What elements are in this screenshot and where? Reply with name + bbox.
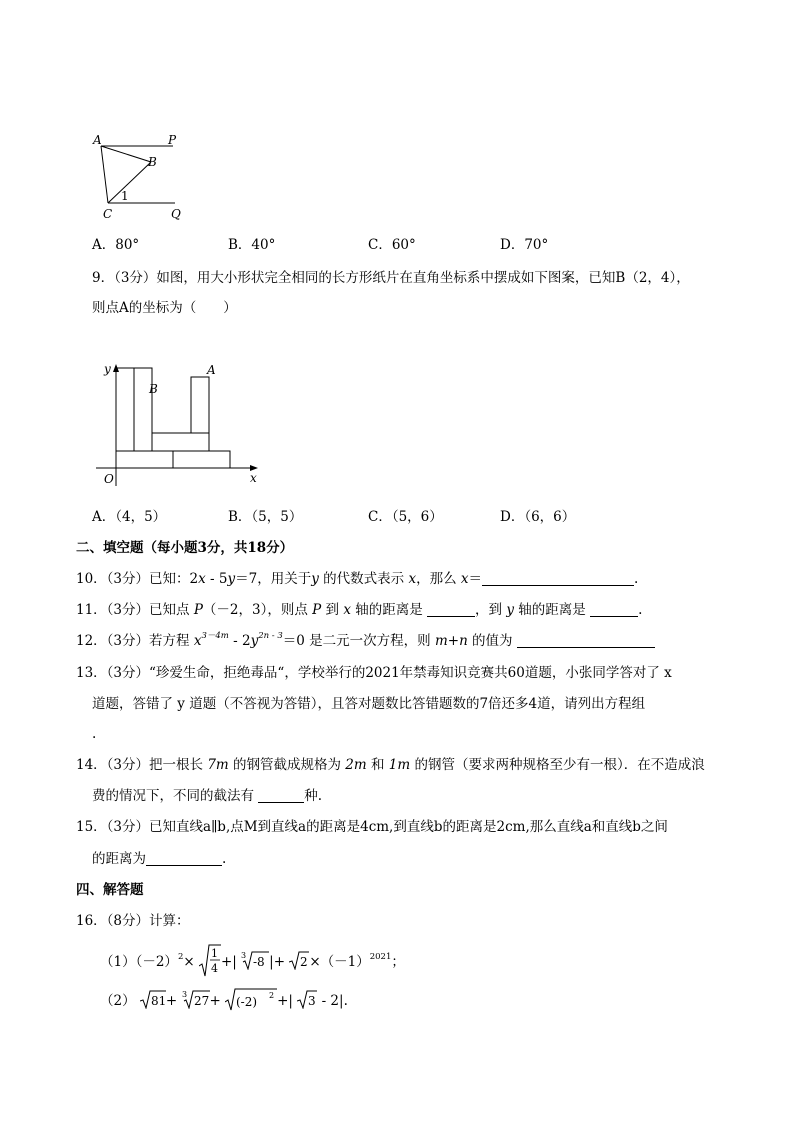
q11-text-b: 到 (321, 602, 344, 618)
q15-line2 (92, 850, 226, 868)
q16-p1-exponent-2021: 2021 (369, 952, 392, 962)
q11-end: . (638, 602, 643, 618)
q12-text-b: ＝0 是二元一次方程，则 (282, 633, 435, 649)
q8-option-d[interactable]: D．70° (500, 237, 549, 253)
label-y: y (104, 362, 111, 376)
q12-exponent-1: 3－4m (201, 631, 229, 641)
q11-answer-blank-1[interactable] (427, 603, 475, 617)
label-c: C (103, 207, 113, 221)
q11-axis-x: x (343, 602, 351, 618)
sqrt-arg: 2 (300, 955, 308, 969)
q10-var-x: x (198, 571, 206, 587)
line-ac (101, 146, 108, 203)
q16-p1-sqrt2 (289, 950, 309, 970)
q12-exponent-2: 2n - 3 (258, 631, 283, 641)
q16-p2-sqrt3 (297, 989, 317, 1009)
q16-p2-minus2: - 2|. (317, 993, 348, 1009)
q12-var-x: x (193, 633, 202, 649)
q12-prefix: 12．（3分）若方程 (76, 633, 194, 649)
q11-point-p2: P (312, 602, 322, 618)
q16-p1-label: （1）（－2） (100, 954, 178, 970)
fraction-numerator: 1 (210, 947, 218, 960)
rect-middle (152, 433, 209, 451)
cube-root-arg: -8 (253, 955, 265, 969)
q16-p2-plus1: + (165, 993, 178, 1009)
q14-line2-text: 费的情况下，不同的截法有 (92, 788, 259, 804)
rect-bottom-1 (116, 451, 173, 468)
section4-title: 四、解答题 (76, 882, 144, 898)
q14-length-2m: 2m (345, 757, 367, 773)
rect-vertical-1 (116, 368, 134, 451)
q10-eq2: - 5 (205, 571, 228, 587)
q10-var-y2: y (311, 571, 319, 587)
q8-option-c[interactable]: C．60° (368, 237, 416, 253)
label-x: x (250, 471, 257, 485)
label-o: O (104, 472, 114, 486)
q16-p1-exponent-2: 2 (177, 952, 184, 962)
q10-text-d: ＝ (468, 571, 482, 587)
q16-p2-sqrt-square (225, 987, 277, 1011)
q11-axis-y: y (506, 602, 514, 618)
q15-line1: 15．（3分）已知直线a∥b,点M到直线a的距离是4cm,到直线b的距离是2cm,那么直线a和直线b之间 (76, 819, 668, 835)
q13-line3: . (92, 726, 97, 742)
q10-end: . (634, 571, 639, 587)
q12-minus: - 2 (228, 633, 251, 649)
q16-p2-cube-root (182, 989, 210, 1009)
q14-length-1m: 1m (388, 757, 411, 773)
q9-option-d[interactable]: D．（6，6） (500, 509, 576, 525)
q14-text-b: 的钢管截成规格为 (228, 757, 346, 773)
q12-answer-blank[interactable] (517, 634, 655, 648)
q10-answer-blank[interactable] (482, 572, 634, 586)
q9-option-b[interactable]: B．（5，5） (228, 509, 303, 525)
label-angle1: 1 (121, 189, 129, 203)
q9-option-c[interactable]: C．（5，6） (368, 509, 443, 525)
sqrt-arg: 81 (150, 994, 166, 1008)
q16-p1-times: × (183, 954, 195, 970)
q10-text-b: 的代数式表示 (318, 571, 409, 587)
q11-coords: （－2，3），则点 (202, 602, 313, 618)
rect-vertical-2 (134, 368, 152, 451)
cube-root-index: 3 (241, 951, 247, 960)
q11-point-p: P (193, 602, 203, 618)
fraction-denominator: 4 (210, 962, 218, 975)
q10-eq3: ＝7，用关于 (235, 571, 312, 587)
q8-figure (88, 128, 198, 224)
line-ab (101, 146, 151, 162)
q16-p2-plus-abs: +| (277, 993, 293, 1009)
sqrt-arg-exponent: 2 (269, 991, 275, 1000)
q10-var-y: y (227, 571, 236, 587)
q9-option-a[interactable]: A．（4，5） (92, 509, 167, 525)
cube-root-index: 3 (181, 990, 187, 999)
q16-p1-abs-plus: |+ (269, 954, 286, 970)
q11-text-e: 轴的距离是 (513, 602, 591, 618)
q16-p2-label: （2） (100, 993, 136, 1009)
q9-text-line1: 9．（3分）如图，用大小形状完全相同的长方形纸片在直角坐标系中摆成如下图案，已知B（2，4）， (92, 270, 690, 286)
q12-var-y: y (250, 633, 259, 649)
q16-p1-tail: ×（－1） (309, 954, 370, 970)
q13-line1: 13．（3分）“珍爱生命，拒绝毒品“，学校举行的2021年禁毒知识竞赛共60道题，小张同学答对了 x (76, 665, 672, 681)
q16-p1-sqrt-fraction (199, 944, 221, 978)
label-a: A (93, 133, 102, 147)
q11-prefix: 11．（3分）已知点 (76, 602, 194, 618)
q9-figure (94, 360, 264, 490)
q10-var-x3: x (460, 571, 469, 587)
q8-option-a[interactable]: A．80° (92, 237, 140, 253)
rect-vertical-3 (191, 377, 209, 433)
q15-line2-end: . (222, 851, 227, 867)
q14-answer-blank[interactable] (258, 789, 304, 803)
q15-line2-text: 的距离为 (92, 851, 146, 867)
sqrt-arg: 3 (308, 994, 316, 1008)
q16-p2-sqrt81 (140, 989, 166, 1009)
label-q: Q (171, 207, 181, 221)
q14-text-c: 和 (366, 757, 389, 773)
q10-eq1: 2 (189, 571, 199, 587)
q14-text-d: 的钢管（要求两种规格至少有一根）．在不造成浪 (410, 757, 705, 773)
rect-bottom-2 (173, 451, 230, 468)
q14-prefix: 14．（3分）把一根长 (76, 757, 208, 773)
q14-line2-end: 种. (304, 788, 323, 804)
q16-title: 16．（8分）计算： (76, 913, 190, 929)
cube-root-arg: 27 (193, 994, 209, 1008)
section2-title: 二、填空题（每小题3分，共18分） (76, 540, 294, 556)
q8-option-b[interactable]: B．40° (228, 237, 276, 253)
sqrt-arg-base: (-2) (236, 995, 258, 1009)
q14-line2 (92, 787, 322, 805)
q14-line1 (76, 756, 705, 774)
q11 (76, 601, 642, 619)
q16-p1-plus-abs: +| (220, 954, 237, 970)
label-p: P (168, 133, 177, 147)
label-b: B (148, 155, 157, 169)
q16-p1-end: ； (391, 954, 405, 970)
q12-m-plus-n: m+n (434, 633, 468, 649)
q11-answer-blank-2[interactable] (590, 603, 638, 617)
q16-part1 (100, 944, 405, 978)
q12 (76, 632, 655, 650)
line-bc (108, 162, 151, 203)
q10 (76, 570, 638, 588)
q14-length-7m: 7m (207, 757, 229, 773)
q16-p2-plus2: + (209, 993, 221, 1009)
q16-part2 (100, 987, 348, 1011)
q16-p1-cube-root (241, 950, 269, 970)
q10-prefix: 10．（3分）已知： (76, 571, 190, 587)
q10-var-x2: x (408, 571, 417, 587)
q10-text-c: ，那么 (416, 571, 461, 587)
q13-line2: 道题，答错了 y 道题（不答视为答错），且答对题数比答错题数的7倍还多4道，请列出方程组 (92, 696, 646, 712)
label-a: A (207, 363, 216, 377)
q11-text-c: 轴的距离是 (350, 602, 428, 618)
q11-text-d: ，到 (475, 602, 507, 618)
q9-text-line2: 则点A的坐标为（ ） (92, 300, 237, 316)
q15-answer-blank[interactable] (146, 852, 222, 866)
label-b: B (149, 382, 158, 396)
q12-text-c: 的值为 (467, 633, 517, 649)
